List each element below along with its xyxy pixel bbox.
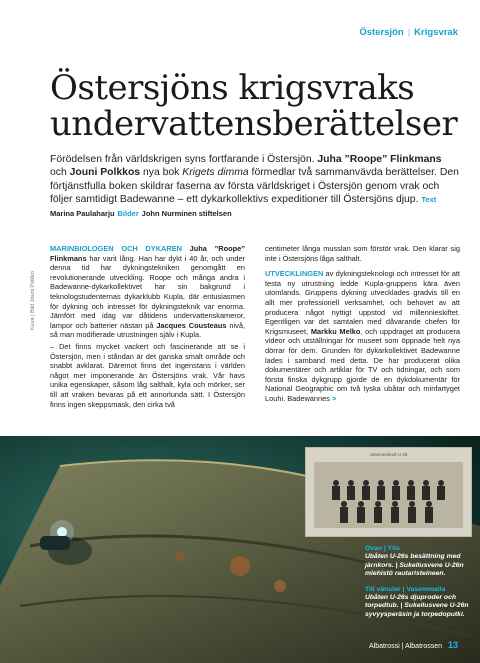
crew-photo [305,447,472,537]
body-paragraph: – Det finns mycket vackert och fascinerande att se i Östersjön, men i ståndan är det ganska smalt område och snabbt avklarat. Däremot finns det ingenstans i världen något mer imponerande än Östersjöns vrak. Vår havs unika egenskaper, såsom låg salthalt, kyla och mörker, ser till att vraken bevaras på ett annorlunda sätt. I Östersjön finns ingen skeppsmask, den cirka två [50,341,245,409]
page-number: 13 [447,640,458,650]
continue-arrow-icon: > [332,393,337,403]
headline-line-1: Östersjöns krigsvraks [50,68,415,108]
body-text: av dykningsteknologi och intresset för att testa ny utrustning ledde Kupla-gruppens kära även utomlands. Gruppens dykning utvecklades gradvis till en allt mer professionell verksamhet, och behovet av att producera något nyttigt uppstod vid millenniеskiftet. Egentligen var det samtalen med dåvarande chefen för Krigsmuseet, [265,269,460,336]
section-label: Östersjön [359,27,404,38]
person-name: Markku Melko [310,326,361,336]
paragraph-lead-in: MARINBIOLOGEN OCH DYKAREN [50,244,182,253]
headline-line-2: undervattensberättelser [50,104,458,144]
lead-text: förmedlar två sammanvävda berättelser. Den förtjänstfulla boken skildrar faserna av första världskriget i Östersjön genom vrak och följer samtidigt Badewanne – ett dykarkollektivs expeditioner till Östersjöns djup. [50,167,459,206]
lead-paragraph [50,153,460,220]
magazine-name: Albatrossi | Albatrossen [369,643,443,650]
crew-photo-title: Unterseeboot U 26 [369,452,408,457]
photo-captions [365,545,475,626]
body-paragraph [265,269,460,403]
book-title: Krigets dimma [182,167,249,179]
separator: | [407,27,411,38]
body-text: har varit lång. Han har dykt i 40 år, och under denna tid har dykningstekniken genomgått en revolutionerande utveckling. Roope och många andra i Badewanne-dykarkollektivet har sin bakgrund i teknologstudenternas dykarklubb Kupla, där entusiasmen för dykning och intresset för dykningsteknik var enorma. Jämfört med idag var dåtidens undervattenskameror, lampor och batterier nästan på [50,253,245,330]
headline [50,70,470,142]
person-name: Jacques Cousteaus [156,320,227,330]
caption [365,545,475,579]
body-text: , och uppdraget att producera videor och utställningar för museet som öppnade helt nya dörrar för dem. Grunden för dykarkollektivet Badewanne lades i samband med detta. De har producerat olika dokumentärer och artiklar för TV och tidningar, och som första finska dykgrupp gjorde de en dykdokumentär för National Geographic om två tyska ubåtar och minfartyget Louhi. Badewannes [265,326,460,403]
body-text: nivå, så man modifierade utrustningen själv i Kupla. [50,320,245,340]
caption [365,586,475,620]
photo-credit: Kuva | Bild Jouni Polkko [30,271,36,330]
subsection-label: Krigsvrak [414,27,458,38]
body-paragraph [50,244,245,340]
body-paragraph: centimeter långa musslan som förstör vrak. Den klarar sig inte i Östersjöns låga salthalt. [265,244,460,263]
lead-text: och [50,167,70,179]
credit-label: Bilder [117,208,139,218]
lead-text: nya bok [140,167,183,179]
crew-photo-illustration [306,448,471,536]
caption-text: Ubåten U-26s djuproder och torpedtub. | Sukellusvene U-26n syvyysperäsin ja torpedoputki. [365,594,469,618]
lead-text: Förödelsen från världskrigen syns fortfarande i Östersjön. [50,154,318,165]
page-footer [369,640,458,650]
caption-label: Ovan | Ylla [365,545,400,552]
credit-value: Marina Paulaharju [50,208,115,218]
credit-value: John Nurminen stiftelsen [141,208,232,218]
caption-text: Ubåten U-26s besättning med järnkors. | Sukellusvene U-26n miehistö rautaristeineen. [365,553,464,578]
paragraph-lead-in: UTVECKLINGEN [265,269,324,279]
credit-label: Text [421,195,437,205]
section-tag [359,27,458,38]
person-name: Juha ”Roope” Flinkmans [50,244,245,263]
author-name: Jouni Polkkos [69,167,141,179]
body-column-right [265,244,460,406]
author-name: Juha ”Roope” Flinkmans [317,154,442,165]
caption-label: Till vänster | Vasemmalla [365,585,446,593]
body-column-left [50,244,245,411]
